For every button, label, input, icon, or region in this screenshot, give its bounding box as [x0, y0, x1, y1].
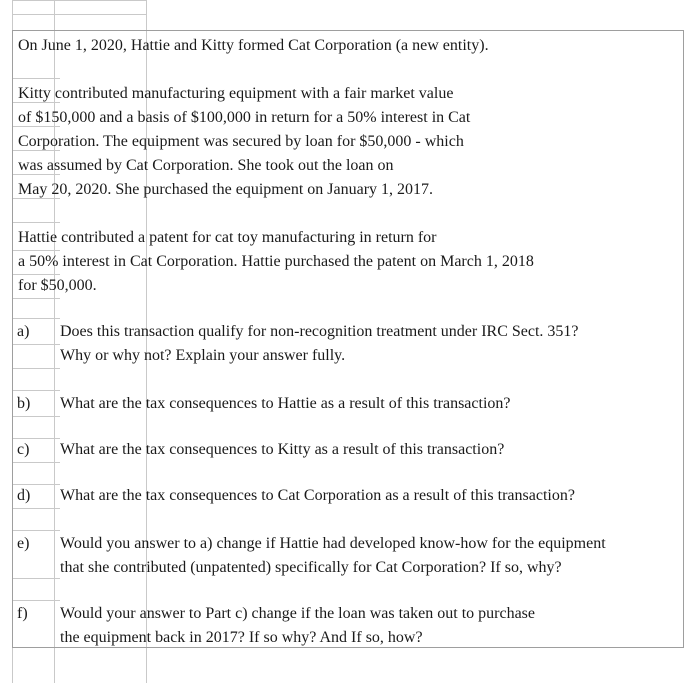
question-d [60, 484, 575, 508]
question-c [60, 438, 504, 462]
question-label: a) [17, 323, 30, 340]
question-label: d) [17, 487, 31, 504]
question-text: What are the tax consequences to Hattie as a result of this transaction? [60, 395, 511, 412]
text-line: for $50,000. [18, 277, 97, 294]
kitty-paragraph [18, 82, 470, 202]
question-text: What are the tax consequences to Kitty as a result of this transaction? [60, 441, 505, 458]
intro-text: On June 1, 2020, Hattie and Kitty formed Cat Corporation (a new entity). [18, 37, 489, 54]
question-f [60, 602, 535, 650]
question-label: f) [17, 605, 28, 622]
text-line: Kitty contributed manufacturing equipment with a fair market value [18, 85, 454, 102]
text-line: Corporation. The equipment was secured by loan for $50,000 - which [18, 133, 464, 150]
question-text: What are the tax consequences to Cat Corporation as a result of this transaction? [60, 487, 575, 504]
text-line: May 20, 2020. She purchased the equipment on January 1, 2017. [18, 181, 434, 198]
hattie-paragraph [18, 226, 534, 298]
grid-line [12, 14, 146, 15]
question-text: Does this transaction qualify for non-recognition treatment under IRC Sect. 351? [60, 323, 579, 340]
question-label: c) [17, 441, 30, 458]
grid-line [12, 0, 146, 1]
text-line: of $150,000 and a basis of $100,000 in return for a 50% interest in Cat [18, 109, 471, 126]
text-line: was assumed by Cat Corporation. She took out the loan on [18, 157, 394, 174]
question-text: the equipment back in 2017? If so why? And If so, how? [60, 629, 423, 646]
text-line: Hattie contributed a patent for cat toy manufacturing in return for [18, 229, 437, 246]
question-text: Would you answer to a) change if Hattie had developed know-how for the equipment [60, 535, 606, 552]
question-label: b) [17, 395, 31, 412]
question-e [60, 532, 606, 580]
question-label: e) [17, 535, 30, 552]
question-text: Why or why not? Explain your answer fully. [60, 347, 346, 364]
question-b [60, 392, 511, 416]
question-a [60, 320, 579, 368]
question-text: Would your answer to Part c) change if the loan was taken out to purchase [60, 605, 536, 622]
question-text: that she contributed (unpatented) specifically for Cat Corporation? If so, why? [60, 559, 562, 576]
text-line: a 50% interest in Cat Corporation. Hattie purchased the patent on March 1, 2018 [18, 253, 534, 270]
